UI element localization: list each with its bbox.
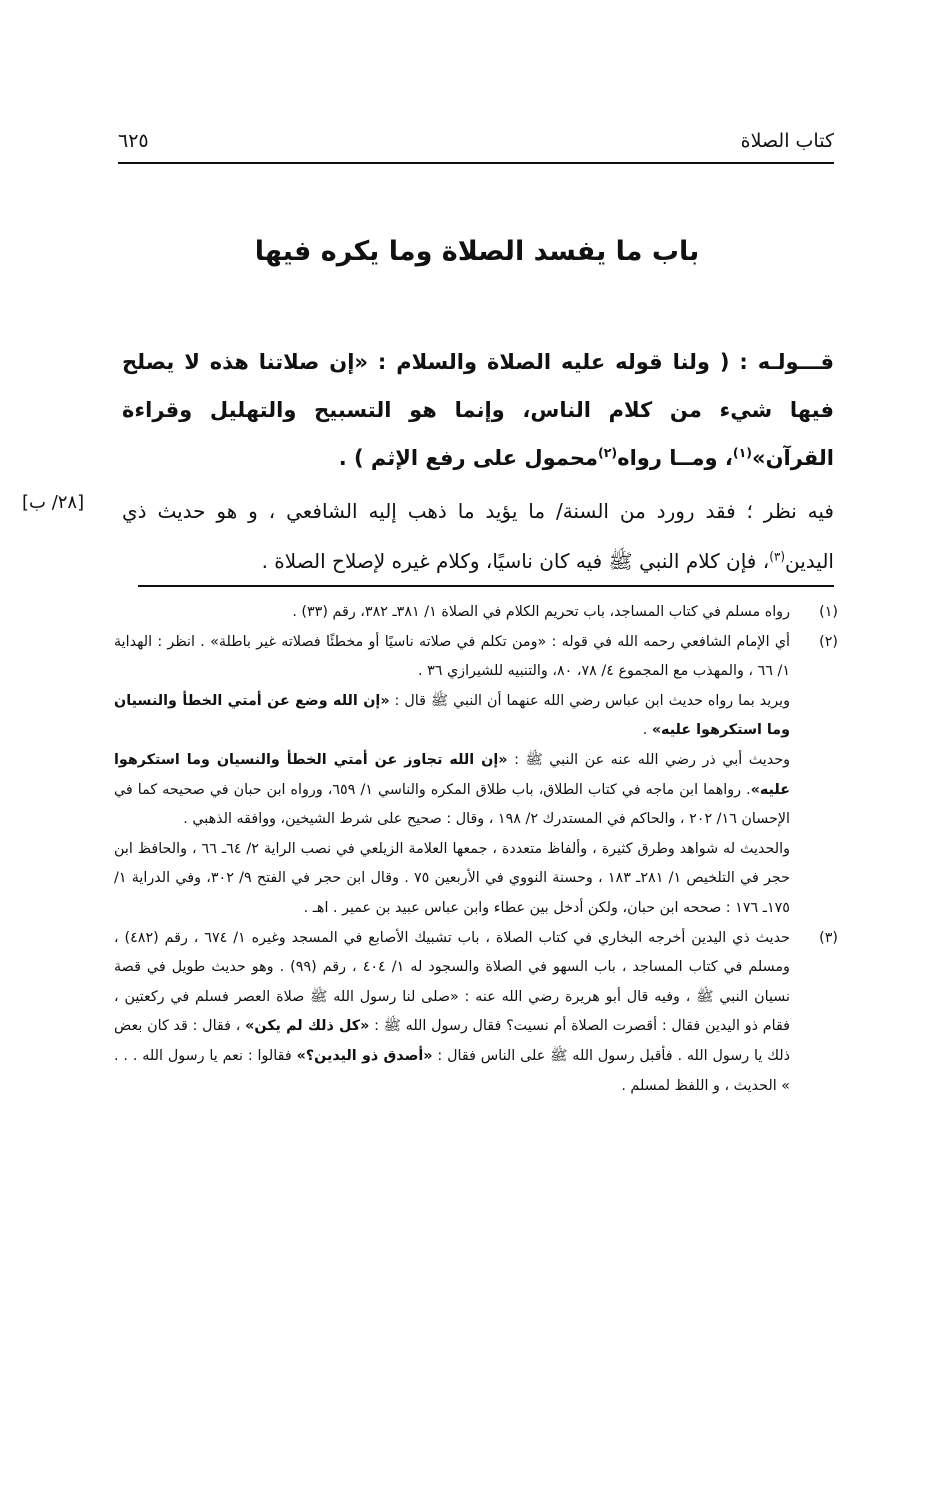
footnote-separator [138, 585, 834, 587]
footnote-paragraph [114, 924, 790, 1102]
footnote-number: (١) [819, 604, 838, 620]
running-header [118, 130, 834, 164]
footnote-text: رواه مسلم في كتاب المساجد، باب تحريم الكلام في الصلاة ١/ ٣٨١ـ ٣٨٢، رقم (٣٣) . [292, 604, 790, 620]
quote-intro: قـــولـه : ( ولنا قوله عليه الصلاة والسلام : «إن صلاتنا هذه لا يصلح فيها شيء من كلام الناس، وإنما هو التسبيح والتهليل وقراءة القرآن» [122, 350, 834, 470]
hadith-quote: «كل ذلك لم يكن» [245, 1018, 370, 1035]
footnote-text: وحديث أبي ذر رضي الله عنه عن النبي ﷺ : [507, 751, 791, 768]
footnote-text: فقالوا : نعم يا رسول الله . . . » الحديث ، و اللفظ لمسلم . [114, 1047, 790, 1094]
footnote-ref-2: (٢) [597, 445, 618, 460]
footnote-number: (٣) [819, 929, 838, 946]
commentary-text [122, 486, 834, 586]
footnote-paragraph [114, 687, 790, 746]
footnote-text: . [642, 722, 652, 739]
footnote-ref-1: (١) [732, 445, 753, 460]
manuscript-folio-ref: [٢٨/ ب] [22, 492, 85, 513]
quote-end: محمول على رفع الإثم ) . [338, 446, 598, 470]
footnote-3 [114, 924, 838, 1102]
footnote-1 [114, 598, 838, 628]
footnote-paragraph [114, 598, 790, 628]
footnote-text: ، فقال : قد كان بعض ذلك يا رسول الله . فأقبل رسول الله ﷺ على الناس فقال : [114, 1018, 790, 1064]
footnote-text: أي الإمام الشافعي رحمه الله في قوله : «ومن تكلم في صلاته ناسيًا أو مخطئًا فصلاته غير باطلة» . انظر : الهداية ١/ ٦٦ ، والمهذب مع المجموع ٤/ ٧٨، ٨٠، والتنبيه للشيرازي ٣٦ . [114, 633, 790, 680]
footnote-number: (٢) [819, 633, 838, 650]
hadith-quote: «إن الله تجاوز عن أمتي الخطأ والنسيان وما استكرهوا عليه» [114, 751, 790, 798]
book-title: كتاب الصلاة [740, 130, 834, 152]
footnote-paragraph [114, 628, 790, 687]
chapter-title: باب ما يفسد الصلاة وما يكره فيها [254, 236, 700, 267]
hadith-quote: «أصدق ذو اليدين؟» [296, 1047, 433, 1064]
quoted-text [122, 338, 834, 482]
footnote-ref-3: (٣) [769, 549, 786, 564]
page-number: ٦٢٥ [118, 130, 149, 152]
footnotes-section [114, 598, 838, 1101]
footnote-paragraph [114, 835, 790, 924]
quote-mid: ، ومــا رواه [617, 446, 733, 470]
footnote-paragraph [114, 746, 790, 835]
hadith-quote: «إن الله وضع عن أمتي الخطأ والنسيان وما استكرهوا عليه» [114, 692, 790, 739]
footnote-text: ويريد بما رواه حديث ابن عباس رضي الله عنهما أن النبي ﷺ قال : [389, 692, 790, 709]
footnote-text: والحديث له شواهد وطرق كثيرة ، وألفاظ متعددة ، جمعها العلامة الزيلعي في نصب الراية ٢/ ٦٤ـ ٦٦ ، والحافظ ابن حجر في التلخيص ١/ ٢٨١ـ ١٨٣ ، وحسنة النووي في الأربعين ٧٥ . وقال ابن حجر في الفتح ٩/ ٣٠٢، وفي الدراية ١/ ١٧٥ـ ١٧٦ : صححه ابن حبان، ولكن أدخل بين عطاء وابن عباس عبيد بن عمير . اهـ . [114, 840, 790, 916]
comment-part-1: فيه نظر ؛ فقد رورد من السنة/ ما يؤيد ما ذهب إليه الشافعي ، و هو حديث ذي اليدين [122, 499, 834, 573]
header-rule [118, 162, 834, 164]
comment-part-2: ، فإن كلام النبي ﷺ فيه كان ناسيًا، وكلام غيره لإصلاح الصلاة . [261, 549, 770, 573]
footnote-text: . رواهما ابن ماجه في كتاب الطلاق، باب طلاق المكره والناسي ١/ ٦٥٩، ورواه ابن حبان في صحيحه كما في الإحسان ١٦/ ٢٠٢ ، والحاكم في المستدرك ٢/ ١٩٨ ، وقال : صحيح على شرط الشيخين، ووافقه الذهبي . [114, 781, 790, 828]
footnote-2 [114, 628, 838, 924]
footnote-text: حديث ذي اليدين أخرجه البخاري في كتاب الصلاة ، باب تشبيك الأصابع في المسجد وغيره ١/ ٦٧٤ ، رقم (٤٨٢) ، ومسلم في كتاب المساجد ، باب السهو في الصلاة والسجود له ١/ ٤٠٤ ، رقم (٩٩) . وهو حديث طويل في قصة نسيان النبي ﷺ ، وفيه قال أبو هريرة رضي الله عنه : «صلى لنا رسول الله ﷺ صلاة العصر فسلم في ركعتين ، فقام ذو اليدين فقال : أقصرت الصلاة أم نسيت؟ فقال رسول الله ﷺ : [114, 929, 791, 1035]
